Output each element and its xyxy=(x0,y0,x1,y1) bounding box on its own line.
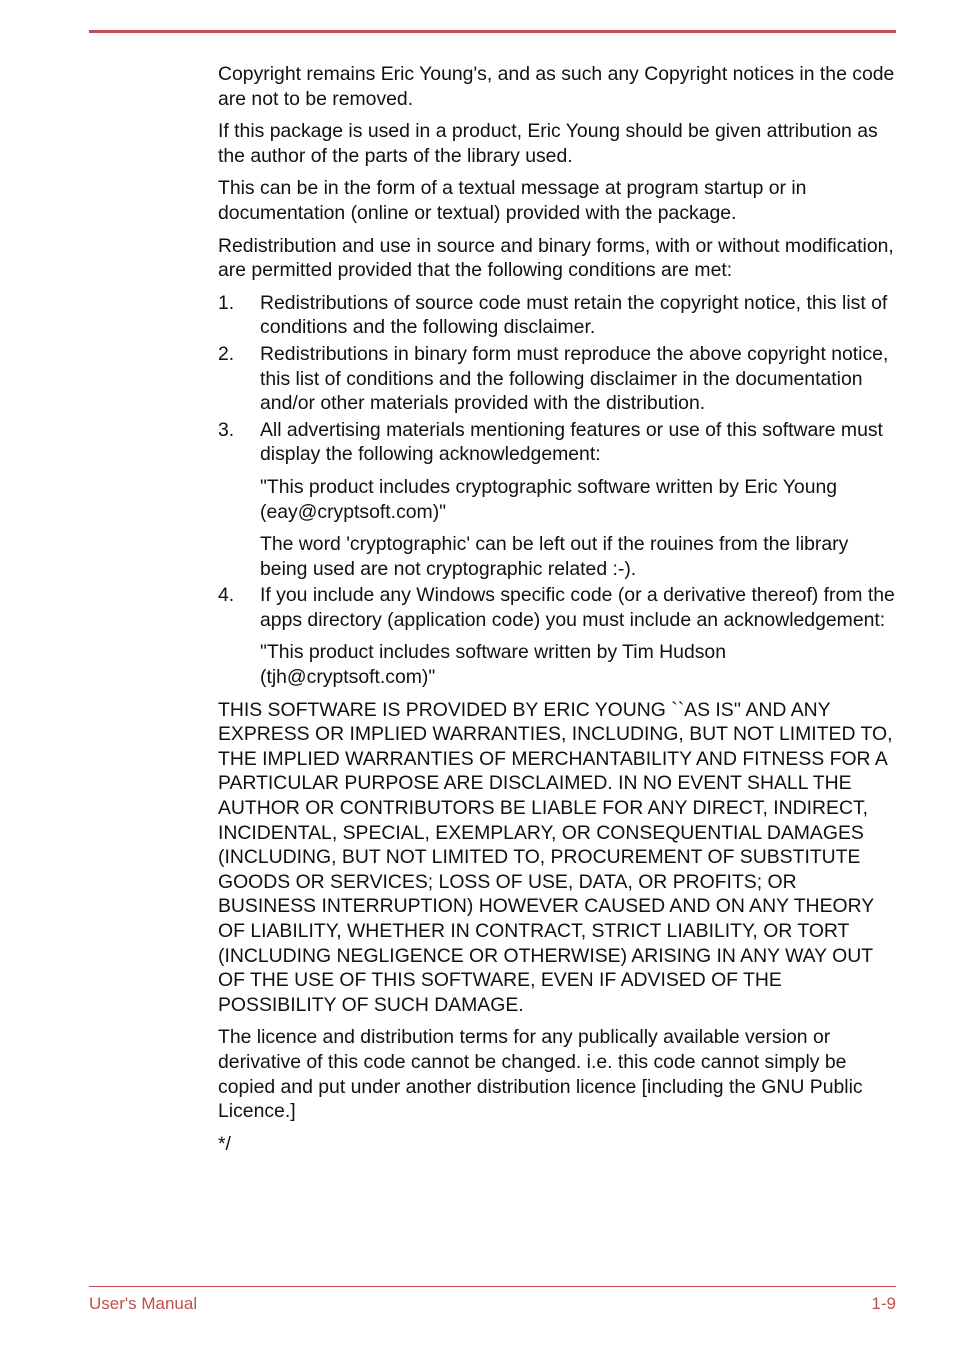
licence-note: The licence and distribution terms for any publically available version or derivative of this code cannot be changed. i.e. this code cannot simply be copied and put under another distribution licence [including the GNU Public Licence.] xyxy=(218,1026,863,1123)
paragraph-attribution: If this package is used in a product, Eric Young should be given attribution as the author of the parts of the library used. xyxy=(218,120,878,167)
footer-rule xyxy=(89,1286,896,1287)
paragraph-form: This can be in the form of a textual message at program startup or in documentation (online or textual) provided with the package. xyxy=(218,177,807,224)
acknowledgement-quote: "This product includes software written by Tim Hudson (tjh@cryptsoft.com)" xyxy=(260,641,726,689)
footer-manual-title: User's Manual xyxy=(89,1294,198,1313)
document-body xyxy=(218,62,898,1164)
paragraph-copyright: Copyright remains Eric Young's, and as such any Copyright notices in the code are not to be removed. xyxy=(218,63,895,110)
list-item-text: Redistributions in binary form must reproduce the above copyright notice, this list of conditions and the following disclaimer in the documentation and/or other materials provided with the distribution. xyxy=(260,342,889,415)
list-item xyxy=(218,583,898,689)
list-item-text: If you include any Windows specific code (or a derivative thereof) from the apps directory (application code) you must include an acknowledgement: xyxy=(260,584,895,631)
list-number: 3. xyxy=(218,418,235,441)
paragraph-redistribution: Redistribution and use in source and binary forms, with or without modification, are permitted provided that the following conditions are met: xyxy=(218,234,894,282)
list-item-text: Redistributions of source code must retain the copyright notice, this list of conditions and the following disclaimer. xyxy=(260,291,888,339)
list-item xyxy=(218,342,898,416)
list-number: 2. xyxy=(218,342,235,365)
conditions-list xyxy=(218,291,898,690)
warranty-disclaimer: THIS SOFTWARE IS PROVIDED BY ERIC YOUNG ``AS IS'' AND ANY EXPRESS OR IMPLIED WARRANTIES, INCLUDING, BUT NOT LIMITED TO, THE IMPLIED WARRANTIES OF MERCHANTABILITY AND FITNESS FOR A PARTICULAR PURPOSE ARE DISCLAIMED. IN NO EVENT SHALL THE AUTHOR OR CONTRIBUTORS BE LIABLE FOR ANY DIRECT, INDIRECT, INCIDENTAL, SPECIAL, EXEMPLARY, OR CONSEQUENTIAL DAMAGES (INCLUDING, BUT NOT LIMITED TO, PROCUREMENT OF SUBSTITUTE GOODS OR SERVICES; LOSS OF USE, DATA, OR PROFITS; OR BUSINESS INTERRUPTION) HOWEVER CAUSED AND ON ANY THEORY OF LIABILITY, WHETHER IN CONTRACT, STRICT LIABILITY, OR TORT (INCLUDING NEGLIGENCE OR OTHERWISE) ARISING IN ANY WAY OUT OF THE USE OF THIS SOFTWARE, EVEN IF ADVISED OF THE POSSIBILITY OF SUCH DAMAGE. xyxy=(218,698,893,1016)
list-item xyxy=(218,291,898,340)
list-item xyxy=(218,418,898,582)
footer-page-number: 1-9 xyxy=(871,1294,896,1313)
comment-closing: */ xyxy=(218,1132,231,1155)
list-number: 4. xyxy=(218,584,235,607)
list-item-text: All advertising materials mentioning features or use of this software must display the following acknowledgement: xyxy=(260,418,883,466)
acknowledgement-note: The word 'cryptographic' can be left out if the rouines from the library being used are not cryptographic related :-). xyxy=(260,533,849,580)
acknowledgement-quote: "This product includes cryptographic software written by Eric Young (eay@cryptsoft.com)" xyxy=(260,475,838,523)
list-number: 1. xyxy=(218,291,235,314)
header-rule xyxy=(89,30,896,33)
